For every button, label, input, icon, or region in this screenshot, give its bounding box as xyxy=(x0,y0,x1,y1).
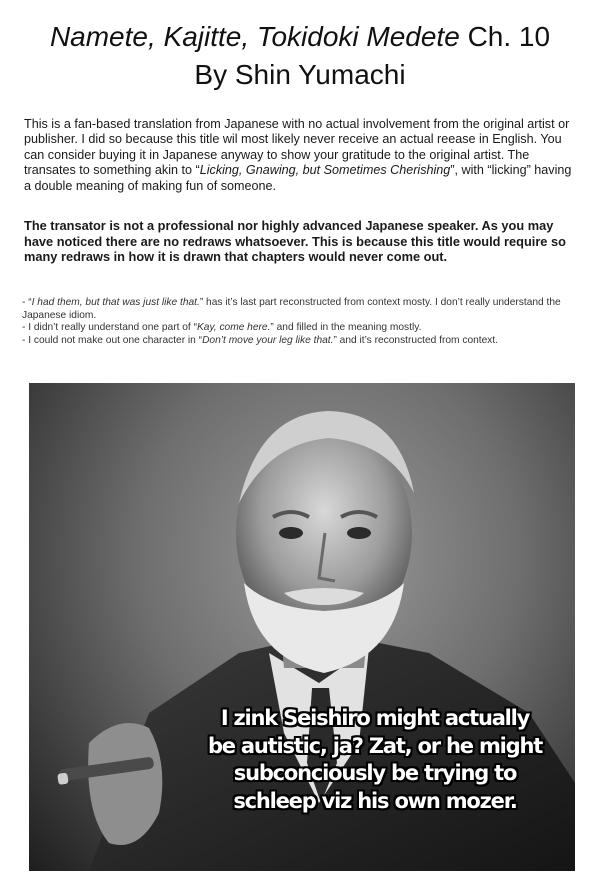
translation-notes xyxy=(22,297,578,347)
note-item: - I didn’t really understand one part of “Kay, come here.” and filled in the meaning mostly. xyxy=(22,322,422,334)
intro-paragraph xyxy=(24,117,576,194)
chapter-title xyxy=(0,20,600,54)
note-item: - “I had them, but that was just like that.” has it’s last part reconstructed from context mosty. I don’t really understand the Japanese idiom. xyxy=(22,297,561,321)
author-line: By Shin Yumachi xyxy=(194,59,406,90)
title-series-name: Namete, Kajitte, Tokidoki Medete xyxy=(49,21,460,52)
title-chapter-number: Ch. 10 xyxy=(467,21,551,52)
meme-caption xyxy=(189,705,561,815)
translator-disclaimer: The transator is not a professional nor highly advanced Japanese speaker. As you may have noticed there are no redraws whatsoever. This is because this title would require so many redraws in how it is drawn that chapters would never come out. xyxy=(24,218,566,265)
intro-text-b: ”, with “licking” having a double meaning of making fun of someone. xyxy=(24,163,572,193)
caption-line: subconciously be trying to xyxy=(233,761,517,785)
caption-line: schleep viz his own mozer. xyxy=(233,788,517,813)
intro-text-a: This is a fan-based translation from Japanese with no actual involvement from the original artist or publisher. I did so because this title wil most likely never receive an actual reease in English. You can consider buying it in Japanese anyway to show your gratitude to the original artist. The transates to something akin to “ xyxy=(24,117,570,178)
note-item: - I could not make out one character in “Don’t move your leg like that.” and it’s reconstructed from context. xyxy=(22,334,499,346)
meme-photo xyxy=(29,383,575,871)
caption-line: be autistic, ja? Zat, or he might xyxy=(207,733,543,758)
intro-translated-title: Licking, Gnawing, but Sometimes Cherishing xyxy=(199,163,451,178)
caption-line: I zink Seishiro might actually xyxy=(220,706,530,730)
